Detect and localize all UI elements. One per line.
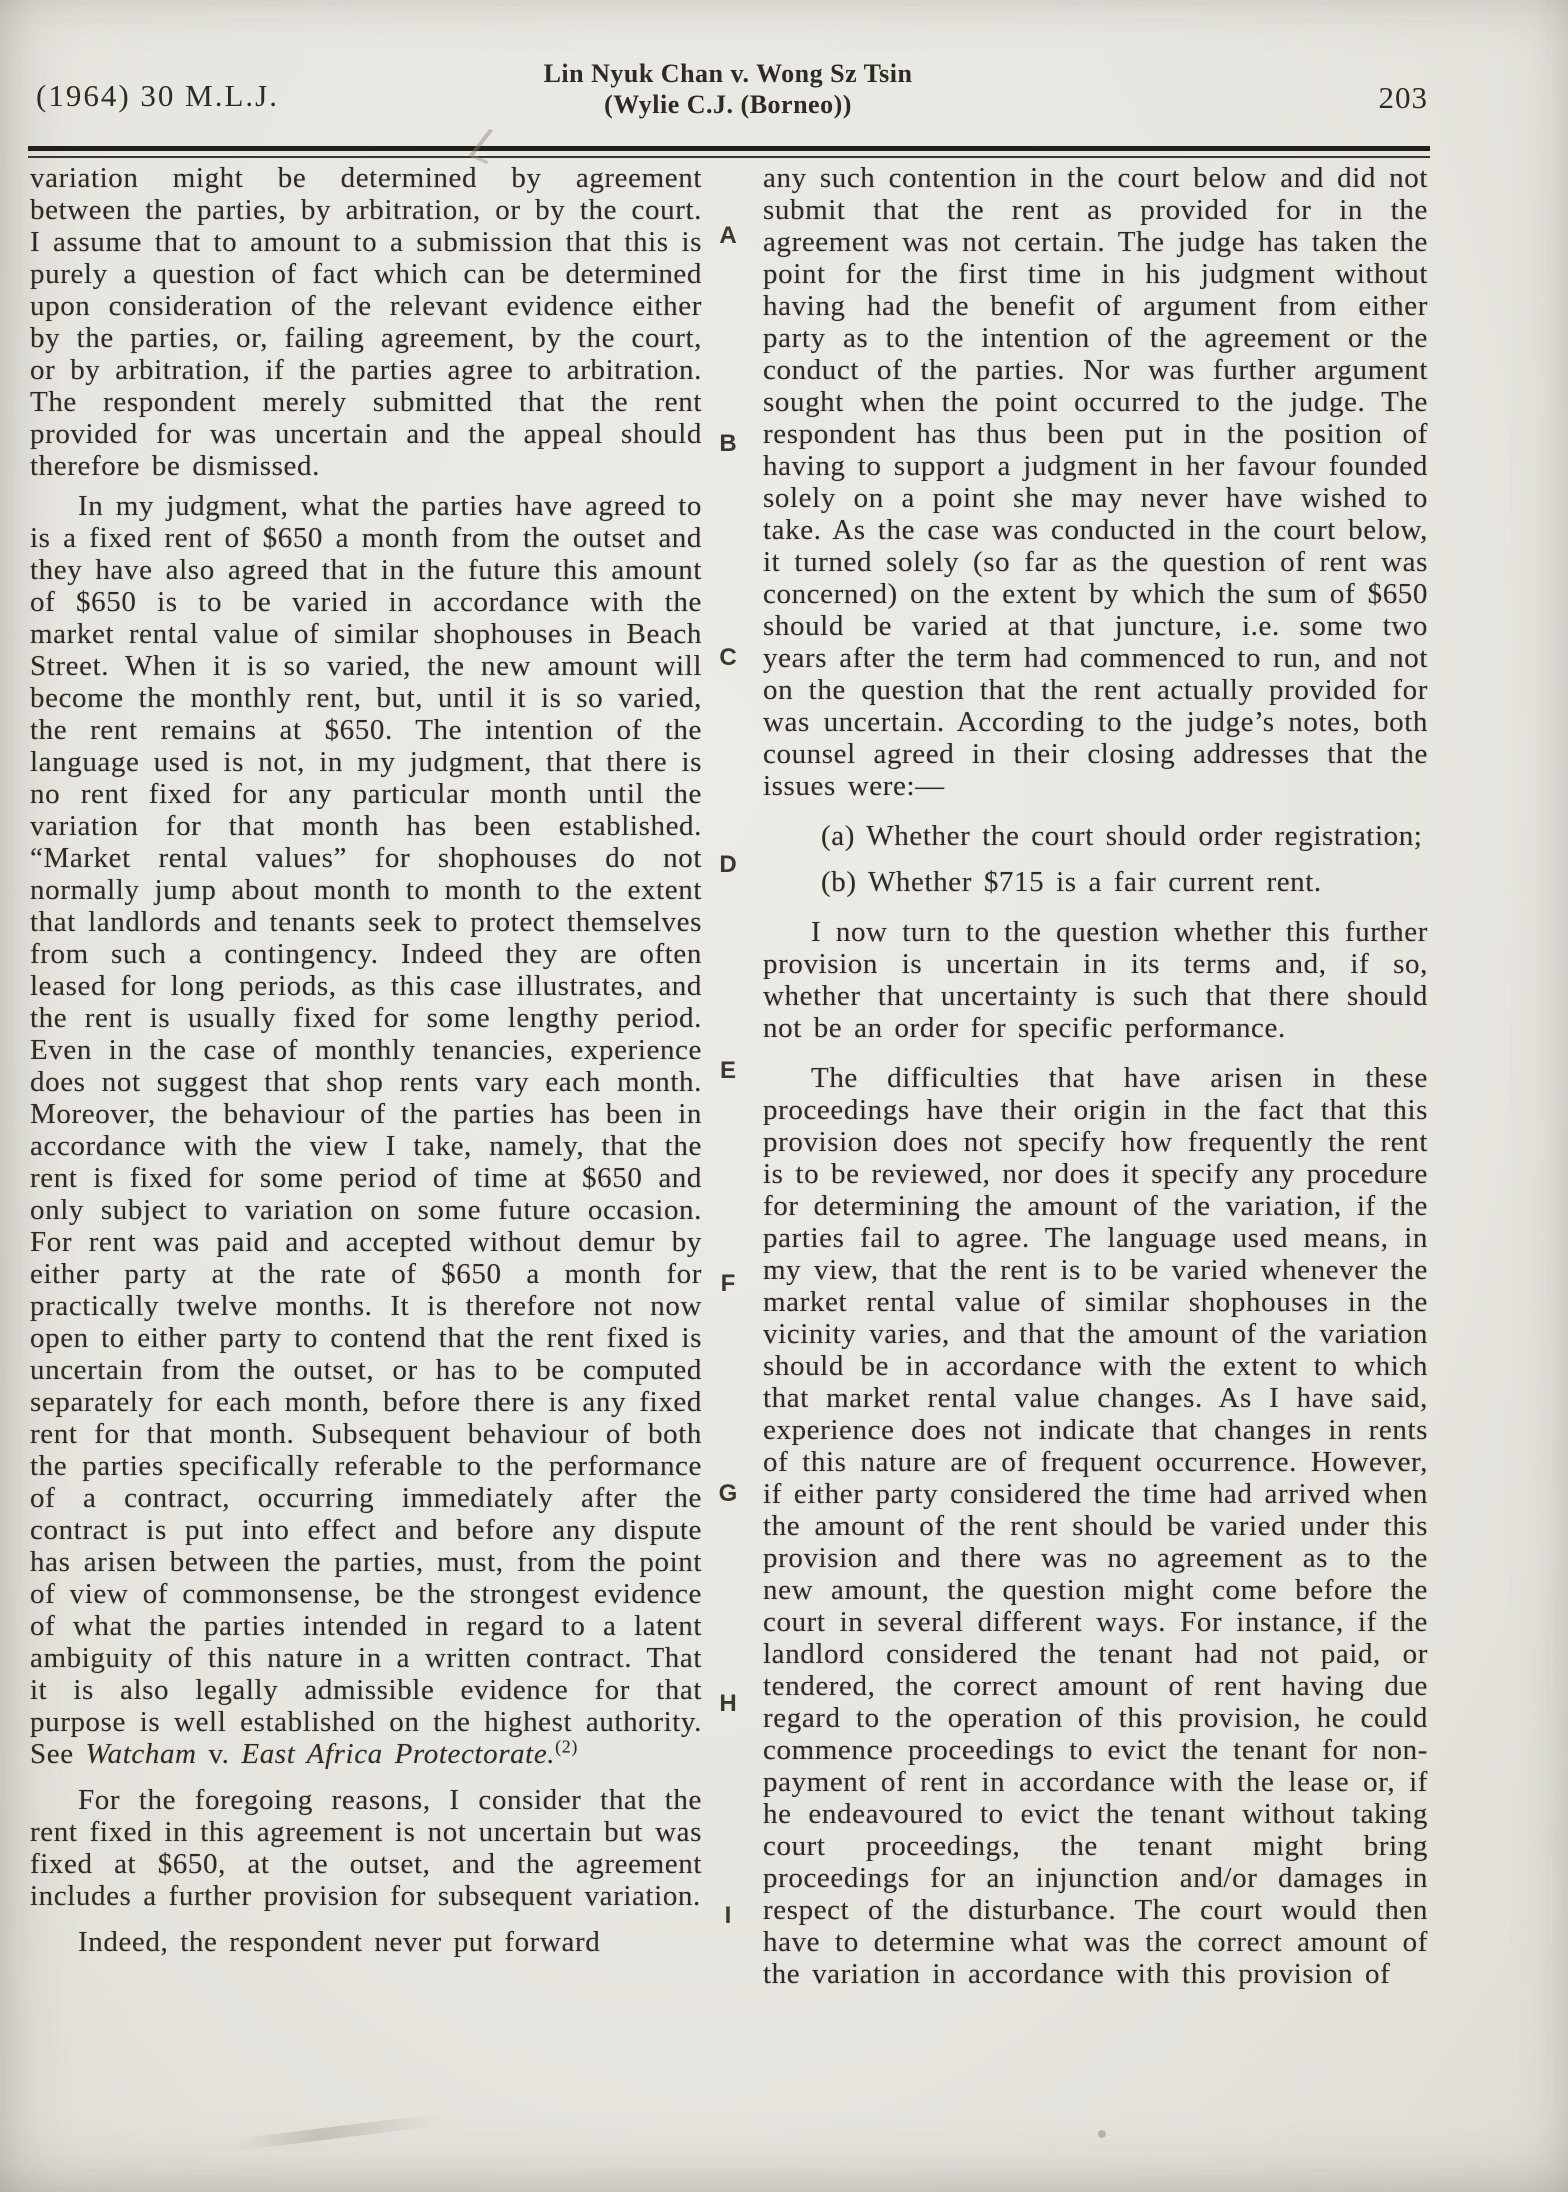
citation-versus: v. bbox=[196, 1738, 242, 1770]
margin-letter-h: H bbox=[719, 1690, 737, 1717]
margin-letter-c: C bbox=[719, 644, 737, 671]
page-number: 203 bbox=[1378, 80, 1428, 115]
ink-smudge bbox=[235, 2113, 445, 2151]
ink-dot bbox=[1098, 2130, 1106, 2138]
left-paragraph-2 bbox=[30, 490, 702, 1770]
journal-citation: (1964) 30 M.L.J. bbox=[36, 78, 279, 113]
citation-case-name: East Africa Protectorate. bbox=[241, 1738, 556, 1770]
issue-item-b: (b) Whether $715 is a fair current rent. bbox=[821, 866, 1322, 898]
case-title: Lin Nyuk Chan v. Wong Sz Tsin bbox=[543, 59, 913, 88]
right-paragraph-2: I now turn to the question whether this further provision is uncertain in its terms and, if so, whether that uncertainty is such that there should not be an order for specific performance. bbox=[763, 916, 1428, 1044]
margin-letter-f: F bbox=[720, 1270, 736, 1297]
left-column bbox=[30, 162, 702, 1958]
margin-letter-i: I bbox=[724, 1902, 732, 1929]
right-paragraph-3: The difficulties that have arisen in these proceedings have their origin in the fact that this provision does not specify how frequently the rent is to be reviewed, nor does it specify any procedure for determining the amount of the variation, if the parties fail to agree. The language used means, in my view, that the rent is to be varied whenever the market rental value of similar shophouses in the vicinity varies, and that the amount of the variation should be in accordance with the extent to which that market rental value changes. As I have said, experience does not indicate that changes in rents of this nature are of frequent occurrence. However, if either party considered the time had arrived when the amount of the rent should be varied under this provision and there was no agreement as to the new amount, the question might come before the court in several different ways. For instance, if the landlord considered the tenant had not paid, or tendered, the correct amount of rent having due regard to the operation of this provision, he could commence proceedings to evict the tenant for non-payment of rent in accordance with the lease or, if he endeavoured to evict the tenant without taking court proceedings, the tenant might bring proceedings for an injunction and/or damages in respect of the disturbance. The court would then have to determine what was the correct amount of the variation in accordance with this provision of bbox=[763, 1062, 1428, 1990]
margin-letter-e: E bbox=[719, 1057, 736, 1084]
margin-letter-d: D bbox=[719, 851, 737, 878]
right-column bbox=[763, 162, 1428, 1990]
running-head bbox=[368, 58, 1088, 120]
left-paragraph-3: For the foregoing reasons, I consider that the rent fixed in this agreement is not uncertain but was fixed at $650, at the outset, and the agreement includes a further provision for subsequent variation. bbox=[30, 1784, 702, 1912]
judge-name: (Wylie C.J. (Borneo)) bbox=[604, 90, 852, 119]
issue-item-a: (a) Whether the court should order registration; bbox=[821, 820, 1423, 852]
margin-letter-a: A bbox=[719, 222, 737, 249]
margin-letter-b: B bbox=[719, 430, 737, 457]
footnote-marker: (2) bbox=[555, 1736, 578, 1757]
left-paragraph-1: variation might be determined by agreement between the parties, by arbitration, or by the court. I assume that to amount to a submission that this is purely a question of fact which can be determined upon consideration of the relevant evidence either by the parties, or, failing agreement, by the court, or by arbitration, if the parties agree to arbitration. The respondent merely submitted that the rent provided for was uncertain and the appeal should therefore be dismissed. bbox=[30, 162, 702, 482]
right-paragraph-1: any such contention in the court below and did not submit that the rent as provided for in the agreement was not certain. The judge has taken the point for the first time in his judgment without having had the benefit of argument from either party as to the intention of the agreement or the conduct of the parties. Nor was further argument sought when the point occurred to the judge. The respondent has thus been put in the position of having to support a judgment in her favour founded solely on a point she may never have wished to take. As the case was conducted in the court below, it turned solely (so far as the question of rent was concerned) on the extent by which the sum of $650 should be varied at that juncture, i.e. some two years after the term had commenced to run, and not on the question that the rent actually provided for was uncertain. According to the judge’s notes, both counsel agreed in their closing addresses that the issues were:— bbox=[763, 162, 1428, 802]
judgment-text: In my judgment, what the parties have agreed to is a fixed rent of $650 a month from the outset and they have also agreed that in the future this amount of $650 is to be varied in accordance with the market rental value of similar shophouses in Beach Street. When it is so varied, the new amount will become the monthly rent, but, until it is so varied, the rent remains at $650. The intention of the language used is not, in my judgment, that there is no rent fixed for any particular month until the variation for that month has been established. “Market rental values” for shophouses do not normally jump about month to month to the extent that landlords and tenants seek to protect themselves from such a contingency. Indeed they are often leased for long periods, as this case illustrates, and the rent is usually fixed for some lengthy period. Even in the case of monthly tenancies, experience does not suggest that shop rents vary each month. Moreover, the behaviour of the parties has been in accordance with the view I take, namely, that the rent is fixed for some period of time at $650 and only subject to variation on some future occasion. For rent was paid and accepted without demur by either party at the rate of $650 a month for practically twelve months. It is therefore not now open to either party to contend that the rent fixed is uncertain from the outset, or has to be computed separately for each month, before there is any fixed rent for that month. Subsequent behaviour of both the parties specifically referable to the performance of a contract, occurring immediately after the contract is put into effect and before any dispute has arisen between the parties, must, from the point of view of commonsense, be the strongest evidence of what the parties intended in regard to a latent ambiguity of this nature in a written contract. That it is also legally admissible evidence for that purpose is well established on the highest authority. See bbox=[30, 490, 702, 1770]
citation-case-name: Watcham bbox=[85, 1738, 197, 1770]
left-paragraph-4: Indeed, the respondent never put forward bbox=[78, 1926, 601, 1958]
header-rule bbox=[28, 146, 1430, 158]
margin-letter-g: G bbox=[718, 1480, 738, 1507]
